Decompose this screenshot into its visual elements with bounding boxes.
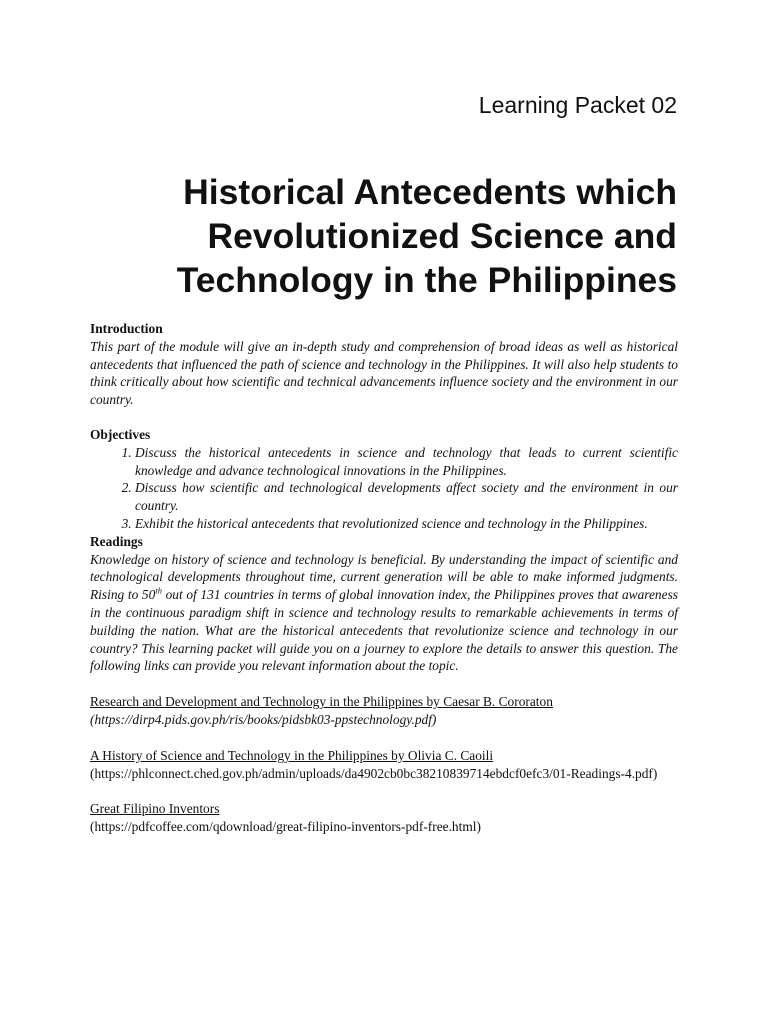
link-url-1[interactable]: (https://dirp4.pids.gov.ph/ris/books/pidsbk03-ppstechnology.pdf) [90,711,437,727]
link-title-2[interactable]: A History of Science and Technology in the Philippines by Olivia C. Caoili [90,747,494,763]
readings-superscript: th [155,585,162,596]
title-line-3: Technology in the Philippines [176,260,677,300]
link-title-3[interactable]: Great Filipino Inventors [90,801,220,817]
title-line-2: Revolutionized Science and [207,216,677,256]
document-body [90,320,678,836]
objectives-list [90,444,678,533]
readings-text [90,551,678,676]
introduction-text: This part of the module will give an in-depth study and comprehension of broad ideas as well as historical antecedents that influenced the path of science and technology in the Philippines. It will also help students to think critically about how scientific and technical advancements influence society and the environment in our country. [90,338,678,408]
introduction-heading: Introduction [90,321,163,336]
objective-item-2: 2. Discuss how scientific and technological developments affect society and the environment in our country. [135,479,678,515]
objectives-heading: Objectives [90,426,151,442]
page-title [77,170,677,302]
title-line-1: Historical Antecedents which [183,172,677,212]
readings-text-part-2: out of 131 countries in terms of global innovation index, the Philippines proves that awareness in the continuous paradigm shift in science and technology results to remarkable achievements in terms of building the nation. What are the historical antecedents that revolutionize science and technology in our country? This learning packet will guide you on a journey to explore the details to answer this question. The following links can provide you relevant information about the topic. [90,587,678,674]
link-entry-2 [90,747,678,783]
link-entry-1 [90,693,678,729]
objective-item-3: 3. Exhibit the historical antecedents that revolutionized science and technology in the Philippines. [135,515,678,533]
objective-item-1: 1. Discuss the historical antecedents in science and technology that leads to current scientific knowledge and advance technological innovations in the Philippines. [135,444,678,480]
readings-text-part-1: Knowledge on history of science and technology is beneficial. By understanding the impact of scientific and technological developments throughout time, current generation will be able to make informed judgments. Rising to 50 [90,551,678,603]
link-url-3[interactable]: (https://pdfcoffee.com/qdownload/great-filipino-inventors-pdf-free.html) [90,819,481,835]
readings-heading: Readings [90,533,143,549]
link-title-1[interactable]: Research and Development and Technology in the Philippines by Caesar B. Cororaton [90,694,553,710]
link-url-2[interactable]: (https://phlconnect.ched.gov.ph/admin/uploads/da4902cb0bc38210839714ebdcf0efc3/01-Readings-4.pdf) [90,765,658,781]
link-entry-3 [90,800,678,836]
packet-label: Learning Packet 02 [478,92,677,118]
